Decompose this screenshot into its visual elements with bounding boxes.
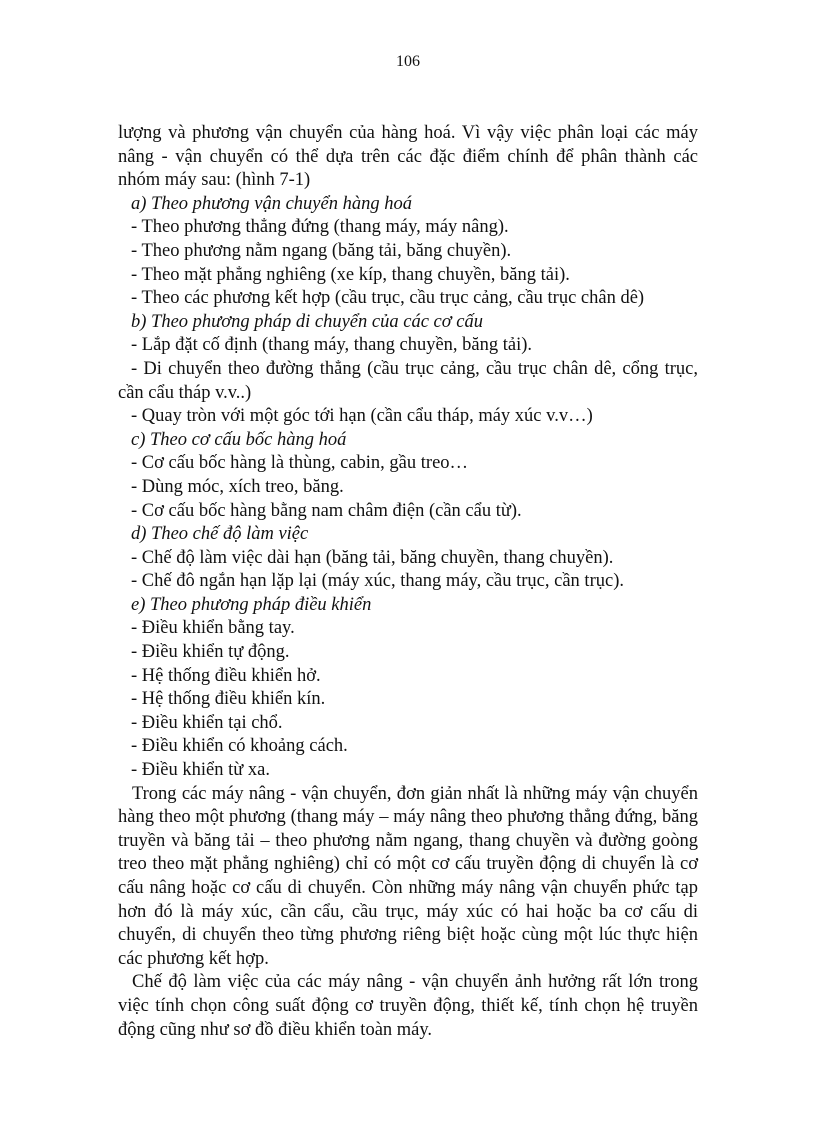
list-item: - Dùng móc, xích treo, băng. bbox=[131, 476, 344, 497]
list-item: - Điều khiển từ xa. bbox=[131, 760, 270, 781]
list-item: - Di chuyển theo đường thẳng (cầu trục cảng, cầu trục chân dê, cổng trục, cần cẩu tháp v.v..) bbox=[118, 358, 698, 403]
list-item: - Theo mặt phẳng nghiêng (xe kíp, thang chuyền, băng tải). bbox=[131, 264, 570, 285]
body-paragraph: Trong các máy nâng - vận chuyển, đơn giản nhất là những máy vận chuyển hàng theo một phương (thang máy – máy nâng theo phương thẳng đứng, băng truyền và băng tải – theo phương nằm ngang, thang chuyền và đường goòng treo theo mặt phẳng nghiêng) chỉ có một cơ cấu truyền động di chuyển là cơ cấu nâng hoặc cơ cấu di chuyển. Còn những máy nâng vận chuyển phức tạp hơn đó là máy xúc, cần cẩu, cầu trục, máy xúc có hai hoặc ba cơ cấu di chuyển, di chuyển theo từng phương riêng biệt hoặc cùng một lúc thực hiện các phương kết hợp. bbox=[118, 783, 698, 969]
section-a bbox=[118, 193, 698, 311]
list-item: - Điều khiển có khoảng cách. bbox=[131, 736, 348, 757]
section-heading: b) Theo phương pháp di chuyển của các cơ cấu bbox=[131, 311, 483, 332]
list-item: - Chế đô ngắn hạn lặp lại (máy xúc, thang máy, cầu trục, cần trục). bbox=[131, 571, 624, 592]
list-item: - Hệ thống điều khiển hở. bbox=[131, 665, 321, 686]
list-item: - Hệ thống điều khiển kín. bbox=[131, 689, 326, 710]
list-item: - Điều khiển tự động. bbox=[131, 642, 290, 663]
intro-paragraph: lượng và phương vận chuyển của hàng hoá. Vì vậy việc phân loại các máy nâng - vận chuyển có thể dựa trên các đặc điểm chính để phân thành các nhóm máy sau: (hình 7-1) bbox=[118, 123, 698, 191]
section-heading: d) Theo chế độ làm việc bbox=[131, 524, 309, 545]
section-b bbox=[118, 311, 698, 429]
body-paragraph: Chế độ làm việc của các máy nâng - vận chuyển ảnh hưởng rất lớn trong việc tính chọn công suất động cơ truyền động, thiết kế, tính chọn hệ truyền động cũng như sơ đồ điều khiển toàn máy. bbox=[118, 972, 698, 1040]
section-heading: a) Theo phương vận chuyển hàng hoá bbox=[131, 193, 412, 214]
section-e bbox=[118, 594, 698, 783]
list-item: - Cơ cấu bốc hàng bằng nam châm điện (cần cẩu từ). bbox=[131, 500, 522, 521]
list-item: - Theo phương nằm ngang (băng tải, băng chuyền). bbox=[131, 240, 512, 261]
section-heading: e) Theo phương pháp điều khiển bbox=[131, 594, 372, 615]
list-item: - Quay tròn với một góc tới hạn (cần cẩu tháp, máy xúc v.v…) bbox=[131, 406, 593, 427]
section-d bbox=[118, 523, 698, 594]
list-item: - Điều khiển bằng tay. bbox=[131, 618, 295, 639]
list-item: - Theo phương thẳng đứng (thang máy, máy nâng). bbox=[131, 217, 509, 238]
list-item: - Điều khiển tại chổ. bbox=[131, 712, 283, 733]
section-c bbox=[118, 429, 698, 523]
page-number: 106 bbox=[396, 53, 420, 70]
section-heading: c) Theo cơ cấu bốc hàng hoá bbox=[131, 429, 347, 450]
list-item: - Cơ cấu bốc hàng là thùng, cabin, gầu treo… bbox=[131, 453, 469, 474]
list-item: - Theo các phương kết hợp (cầu trục, cầu trục cảng, cầu trục chân dê) bbox=[131, 288, 645, 309]
list-item: - Lắp đặt cố định (thang máy, thang chuyền, băng tải). bbox=[131, 335, 533, 356]
page-body bbox=[118, 122, 698, 1042]
list-item: - Chế độ làm việc dài hạn (băng tải, băng chuyền, thang chuyền). bbox=[131, 547, 614, 568]
